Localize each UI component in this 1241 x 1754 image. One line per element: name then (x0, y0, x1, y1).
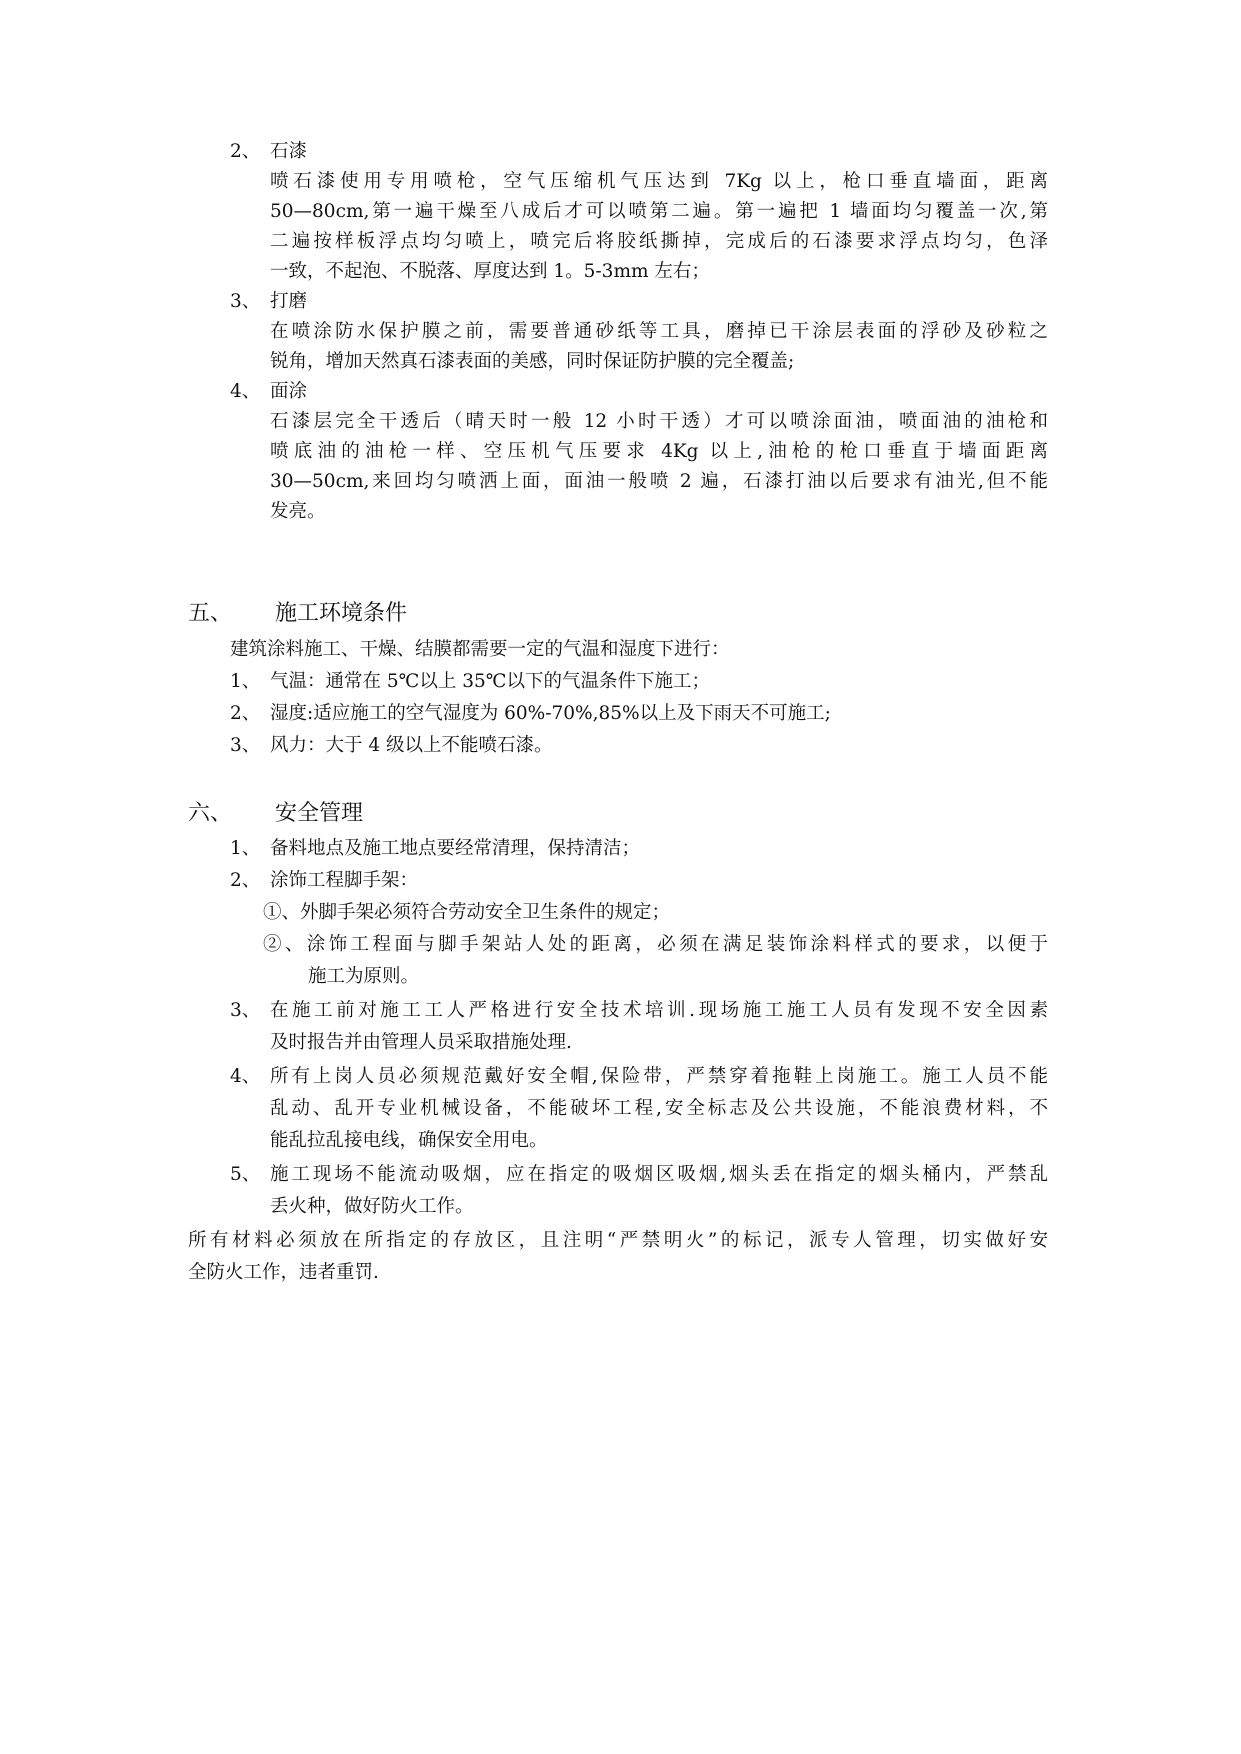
paragraph-line: 在喷涂防水保护膜之前，需要普通砂纸等工具，磨掉已干涂层表面的浮砂及砂粒之 (270, 321, 1048, 342)
sub-item: ①、外脚手架必须符合劳动安全卫生条件的规定； (263, 902, 671, 923)
section-title: 施工环境条件 (275, 601, 408, 626)
item-title: 面涂 (270, 381, 308, 402)
item-number: 1、 (230, 838, 261, 859)
paragraph-line: 能乱拉乱接电线，确保安全用电。 (270, 1130, 548, 1151)
closing-paragraph-line: 全防火工作，违者重罚. (188, 1262, 379, 1283)
closing-paragraph-line: 所有材料必须放在所指定的存放区，且注明“严禁明火”的标记，派专人管理，切实做好安 (188, 1230, 1048, 1251)
paragraph-line: 及时报告并由管理人员采取措施处理. (270, 1032, 572, 1053)
section-number: 六、 (188, 801, 233, 826)
section-number: 五、 (188, 601, 233, 626)
item-title: 石漆 (270, 141, 308, 162)
paragraph-line: 一致，不起泡、不脱落、厚度达到 1。5-3mm 左右； (270, 261, 710, 282)
paragraph-line: 在施工前对施工工人严格进行安全技术培训.现场施工施工人员有发现不安全因素 (270, 1000, 1048, 1021)
paragraph-line: 喷底油的油枪一样、空压机气压要求 4Kg 以上,油枪的枪口垂直于墙面距离 (270, 441, 1048, 462)
item-number: 2、 (230, 703, 261, 724)
item-number: 4、 (230, 381, 261, 402)
item-title: 打磨 (270, 291, 308, 312)
item-number: 2、 (230, 870, 261, 891)
item-number: 3、 (230, 1000, 261, 1021)
paragraph-line: 丢火种，做好防火工作。 (270, 1196, 474, 1217)
list-item: 风力：大于 4 级以上不能喷石漆。 (270, 735, 553, 756)
paragraph-line: 喷石漆使用专用喷枪，空气压缩机气压达到 7Kg 以上，枪口垂直墙面，距离 (270, 171, 1048, 192)
list-item: 气温：通常在 5℃以上 35℃以下的气温条件下施工； (270, 671, 710, 692)
paragraph-line: 30—50cm,来回均匀喷洒上面，面油一般喷 2 遍，石漆打油以后要求有油光,但不能 (270, 471, 1048, 492)
section-title: 安全管理 (275, 801, 364, 826)
list-item: 涂饰工程脚手架： (270, 870, 419, 891)
item-number: 3、 (230, 735, 261, 756)
list-item: 备料地点及施工地点要经常清理，保持清洁； (270, 838, 641, 859)
list-item: 湿度:适应施工的空气湿度为 60%-70%,85%以上及下雨天不可施工; (270, 703, 831, 724)
sub-item: ②、涂饰工程面与脚手架站人处的距离，必须在满足装饰涂料样式的要求，以便于 (263, 934, 1048, 955)
item-number: 4、 (230, 1066, 261, 1087)
paragraph-line: 石漆层完全干透后（晴天时一般 12 小时干透）才可以喷涂面油，喷面油的油枪和 (270, 411, 1048, 432)
paragraph-line: 施工现场不能流动吸烟，应在指定的吸烟区吸烟,烟头丢在指定的烟头桶内，严禁乱 (270, 1164, 1048, 1185)
paragraph-line: 所有上岗人员必须规范戴好安全帽,保险带，严禁穿着拖鞋上岗施工。施工人员不能 (270, 1066, 1048, 1087)
paragraph-line: 锐角，增加天然真石漆表面的美感，同时保证防护膜的完全覆盖; (270, 351, 795, 372)
item-number: 3、 (230, 291, 261, 312)
item-number: 2、 (230, 141, 261, 162)
section-intro: 建筑涂料施工、干燥、结膜都需要一定的气温和湿度下进行： (230, 639, 730, 660)
sub-item-continued: 施工为原则。 (308, 966, 420, 987)
paragraph-line: 二遍按样板浮点均匀喷上，喷完后将胶纸撕掉，完成后的石漆要求浮点均匀，色泽 (270, 231, 1048, 252)
item-number: 5、 (230, 1164, 261, 1185)
paragraph-line: 乱动、乱开专业机械设备，不能破坏工程,安全标志及公共设施，不能浪费材料，不 (270, 1098, 1048, 1119)
paragraph-line: 发亮。 (270, 501, 326, 522)
item-number: 1、 (230, 671, 261, 692)
paragraph-line: 50—80cm,第一遍干燥至八成后才可以喷第二遍。第一遍把 1 墙面均匀覆盖一次,第 (270, 201, 1048, 222)
